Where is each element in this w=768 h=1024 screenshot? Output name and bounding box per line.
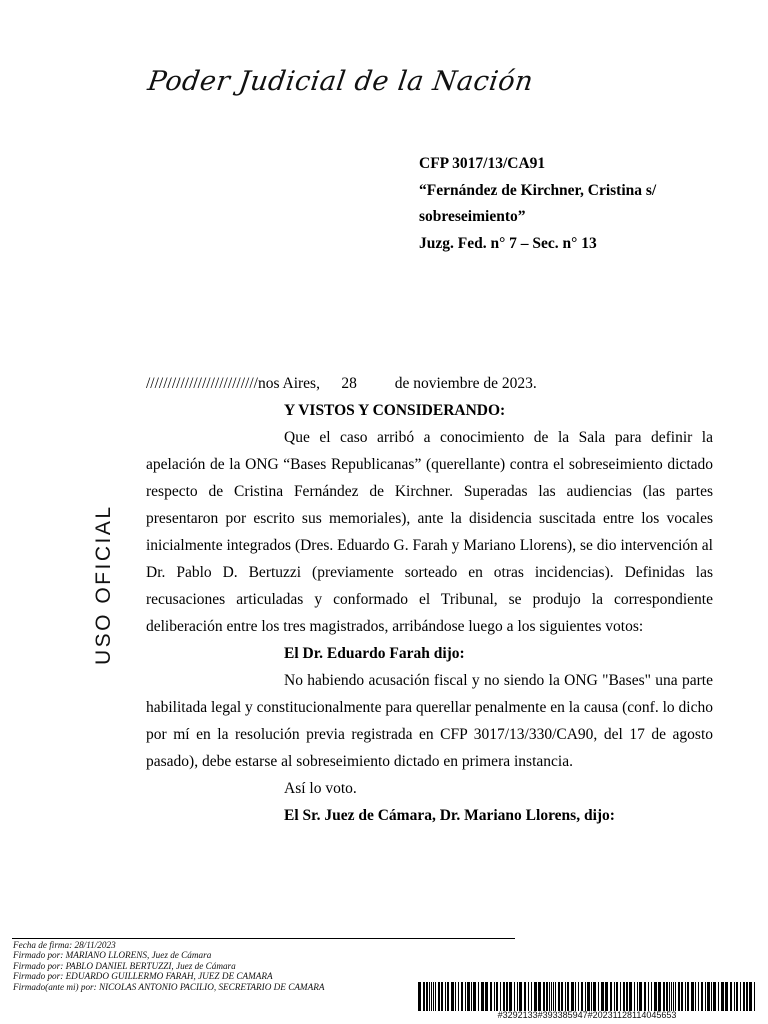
barcode-bar (496, 982, 498, 1011)
barcode-bar (691, 982, 694, 1011)
barcode-bar (578, 982, 579, 1011)
barcode-bar (698, 982, 699, 1011)
case-number: CFP 3017/13/CA91 (419, 155, 546, 172)
paragraph-vote-farah: No habiendo acusación fiscal y no siendo la ONG "Bases" una parte habilitada legal y constitucionalmente para querellar penalmente en la causa (conf. lo dicho por mí en la resolución previa registrada en CFP 3017/13/330/CA90, del 17 de agosto pasado), debe estarse al sobreseimiento dictado en primera instancia. (146, 672, 713, 770)
barcode-bar (455, 982, 456, 1011)
barcode-bar (558, 982, 560, 1011)
barcode-bar (736, 982, 738, 1011)
barcode-bar (441, 982, 443, 1011)
barcode-bar (620, 982, 621, 1011)
barcode-bar (651, 982, 652, 1011)
barcode-bar (478, 982, 479, 1011)
barcode-bar (743, 982, 745, 1011)
barcode-bar (678, 982, 680, 1011)
barcode-bar (591, 982, 592, 1011)
barcode-bar (551, 982, 552, 1011)
barcode-bar (461, 982, 463, 1011)
section-heading: Y VISTOS Y CONSIDERANDO: (284, 402, 506, 419)
document-barcode (418, 982, 756, 1011)
barcode-bar (571, 982, 574, 1011)
barcode-bar (654, 982, 657, 1011)
barcode-bar (451, 982, 454, 1011)
barcode-bar (629, 982, 632, 1011)
date-suffix: de noviembre de 2023. (394, 375, 537, 392)
barcode-bar (740, 982, 741, 1011)
document-header-title: Poder Judicial de la Nación (145, 66, 536, 97)
barcode-bar (426, 982, 428, 1011)
barcode-bar (561, 982, 563, 1011)
barcode-bar (531, 982, 532, 1011)
barcode-bar (663, 982, 665, 1011)
barcode-bar (471, 982, 472, 1011)
barcode-bar (519, 982, 522, 1011)
barcode-bar (634, 982, 635, 1011)
barcode-bar (490, 982, 492, 1011)
barcode-bar (734, 982, 735, 1011)
barcode-bar (435, 982, 436, 1011)
barcode-bar (626, 982, 628, 1011)
barcode-bar (538, 982, 541, 1011)
signature-line: Firmado por: MARIANO LLORENS, Juez de Cámara (13, 950, 212, 961)
barcode-bar (687, 982, 689, 1011)
barcode-bar (616, 982, 618, 1011)
barcode-bar (749, 982, 752, 1011)
barcode-bar (543, 982, 545, 1011)
barcode-bar (509, 982, 512, 1011)
case-caption-block (419, 151, 656, 257)
barcode-bar (705, 982, 706, 1011)
barcode-bar (465, 982, 466, 1011)
date-prefix: //////////////////////////nos Aires, (146, 375, 320, 392)
barcode-bar (598, 982, 599, 1011)
court-reference: Juzg. Fed. n° 7 – Sec. n° 13 (419, 234, 597, 252)
barcode-bar (701, 982, 703, 1011)
barcode-bar (585, 982, 586, 1011)
resolution-body (146, 370, 713, 829)
barcode-bar (553, 982, 554, 1011)
barcode-bar (587, 982, 590, 1011)
barcode-bar (500, 982, 501, 1011)
barcode-bar (445, 982, 446, 1011)
barcode-text: #3292133#393385947#20231128114045653 (497, 1010, 677, 1020)
barcode-bar (718, 982, 719, 1011)
barcode-bar (481, 982, 484, 1011)
barcode-bar (593, 982, 596, 1011)
barcode-bar (473, 982, 476, 1011)
barcode-bar (711, 982, 712, 1011)
signature-line: Firmado por: EDUARDO GUILLERMO FARAH, JUEZ DE CAMARA (13, 971, 273, 982)
date-day: 28 (341, 375, 357, 392)
case-caption-line1: “Fernández de Kirchner, Cristina s/ (419, 181, 657, 199)
barcode-bar (447, 982, 449, 1011)
barcode-bar (666, 982, 668, 1011)
vote-heading-farah: El Dr. Eduardo Farah dijo: (284, 645, 465, 662)
barcode-bar (433, 982, 434, 1011)
barcode-bar (534, 982, 537, 1011)
barcode-bar (730, 982, 732, 1011)
barcode-bar (549, 982, 550, 1011)
vote-closing: Así lo voto. (284, 780, 357, 797)
paragraph-background: Que el caso arribó a conocimiento de la Sala para definir la apelación de la ONG “Bases Republicanas” (querellante) contra el sobreseimiento dictado respecto de Cristina Fernández de Kirchner. Superadas las audiencias (las partes presentaron por escrito sus memoriales), ante la disidencia suscitada entre los vocales inicialmente integrados (Dres. Eduardo G. Farah y Mariano Llorens), se dio intervención al Dr. Pablo D. Bertuzzi (previamente sorteado en otras incidencias). Definidas las recusaciones articuladas y conformado el Tribunal, se produjo la correspondiente deliberación entre los tres magistrados, arribándose luego a los siguientes votos: (146, 429, 713, 635)
official-use-stamp: USO OFICIAL (92, 504, 115, 665)
barcode-bar (754, 982, 755, 1011)
barcode-bar (639, 982, 642, 1011)
barcode-bar (431, 982, 432, 1011)
barcode-bar (707, 982, 710, 1011)
signature-block (13, 940, 324, 992)
barcode-bar (610, 982, 612, 1011)
barcode-bar (605, 982, 608, 1011)
barcode-bar (423, 982, 425, 1011)
barcode-bar (648, 982, 649, 1011)
case-caption-line2: sobreseimiento” (419, 208, 526, 225)
barcode-bar (671, 982, 672, 1011)
barcode-bar (675, 982, 676, 1011)
barcode-bar (623, 982, 625, 1011)
signature-line: Firmado(ante mi) por: NICOLAS ANTONIO PACILIO, SECRETARIO DE CAMARA (13, 981, 325, 992)
signature-divider (12, 938, 515, 939)
barcode-bar (567, 982, 569, 1011)
barcode-bar (438, 982, 440, 1011)
barcode-bar (517, 982, 518, 1011)
barcode-bar (581, 982, 583, 1011)
barcode-bar (503, 982, 505, 1011)
barcode-bar (485, 982, 488, 1011)
signature-line: Firmado por: PABLO DANIEL BERTUZZI, Juez de Cámara (13, 960, 236, 971)
barcode-bar (494, 982, 495, 1011)
date-line (146, 370, 713, 397)
barcode-bar (713, 982, 716, 1011)
barcode-bar (429, 982, 430, 1011)
barcode-bar (601, 982, 604, 1011)
barcode-bar (418, 982, 421, 1011)
barcode-bar (721, 982, 724, 1011)
barcode-bar (614, 982, 615, 1011)
barcode-bar (746, 982, 748, 1011)
barcode-bar (555, 982, 556, 1011)
barcode-bar (528, 982, 529, 1011)
barcode-bar (681, 982, 683, 1011)
barcode-bar (467, 982, 470, 1011)
barcode-bar (669, 982, 670, 1011)
barcode-bar (506, 982, 508, 1011)
barcode-bar (546, 982, 548, 1011)
barcode-bar (725, 982, 728, 1011)
barcode-bar (695, 982, 696, 1011)
vote-heading-llorens: El Sr. Juez de Cámara, Dr. Mariano Llorens, dijo: (284, 807, 615, 824)
barcode-bar (644, 982, 646, 1011)
signature-date: Fecha de firma: 28/11/2023 (13, 940, 116, 950)
barcode-bar (658, 982, 661, 1011)
barcode-bar (637, 982, 638, 1011)
barcode-bar (685, 982, 686, 1011)
barcode-bar (458, 982, 459, 1011)
barcode-bar (673, 982, 674, 1011)
barcode-bar (514, 982, 515, 1011)
barcode-bar (565, 982, 566, 1011)
barcode-bar (575, 982, 576, 1011)
barcode-bar (524, 982, 526, 1011)
